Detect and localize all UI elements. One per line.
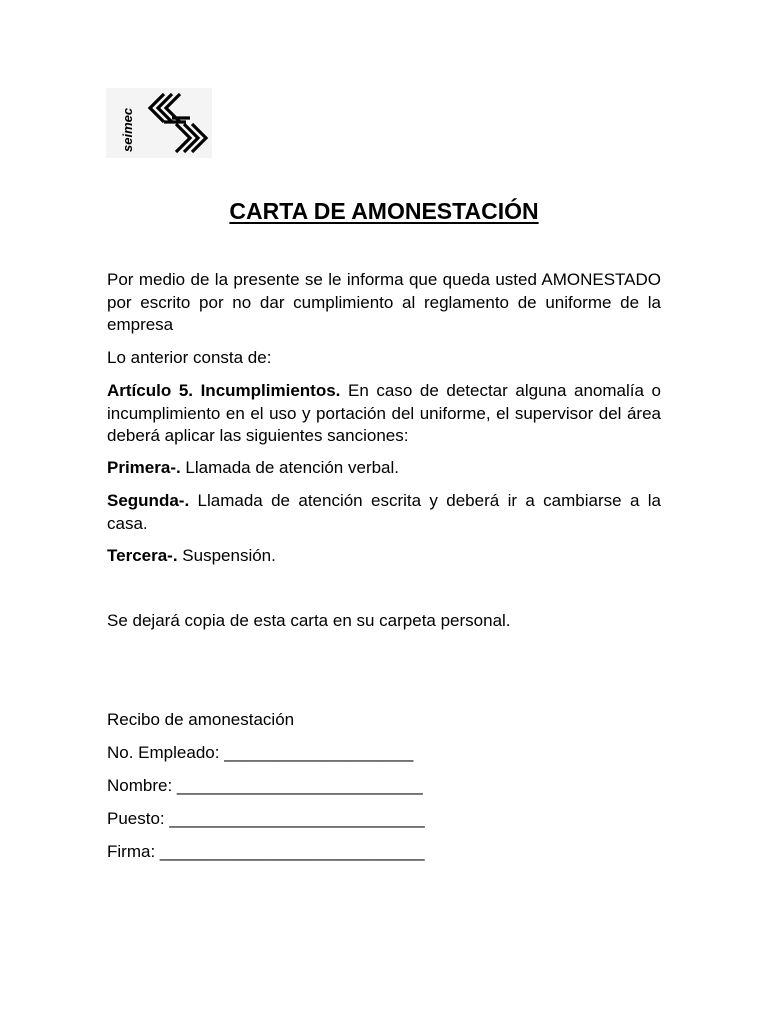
sanction-item [107,457,661,480]
article-label: Artículo 5. Incumplimientos. [107,381,341,400]
employee-number-field [107,742,413,764]
signature-field [107,841,425,863]
field-label: Puesto: [107,809,165,828]
field-label: No. Empleado: [107,743,220,762]
sanction-label: Primera-. [107,458,181,477]
intro-paragraph: Por medio de la presente se le informa que queda usted AMONESTADO por escrito por no dar cumplimiento al reglamento de uniforme de la empresa [107,270,661,334]
sanction-text: Llamada de atención escrita y deberá ir a cambiarse a la casa. [107,491,661,533]
seimec-logo-icon [106,88,212,158]
company-logo [106,88,212,158]
article-paragraph [107,380,661,448]
field-line: ____________________________ [159,842,425,861]
name-field [107,775,423,797]
sanction-label: Tercera-. [107,546,178,565]
receipt-title: Recibo de amonestación [107,710,295,729]
copy-note: Se dejará copia de esta carta en su carpeta personal. [107,611,511,630]
field-line: ____________________ [224,743,414,762]
field-label: Firma: [107,842,156,861]
sanction-text: Llamada de atención verbal. [180,458,400,477]
consta-line: Lo anterior consta de: [107,348,272,367]
sanction-item [107,545,661,568]
sanction-label: Segunda-. [107,491,190,510]
sanction-text: Suspensión. [177,546,276,565]
position-field [107,808,425,830]
field-line: __________________________ [176,776,423,795]
field-line: ___________________________ [169,809,425,828]
document-title: CARTA DE AMONESTACIÓN [229,198,539,224]
sanction-item [107,490,661,535]
article-text: En caso de detectar alguna anomalía o incumplimiento en el uso y portación del uniforme, el supervisor del área deberá aplicar las siguientes sanciones: [107,381,662,445]
logo-text: seimec [120,107,135,152]
field-label: Nombre: [107,776,173,795]
